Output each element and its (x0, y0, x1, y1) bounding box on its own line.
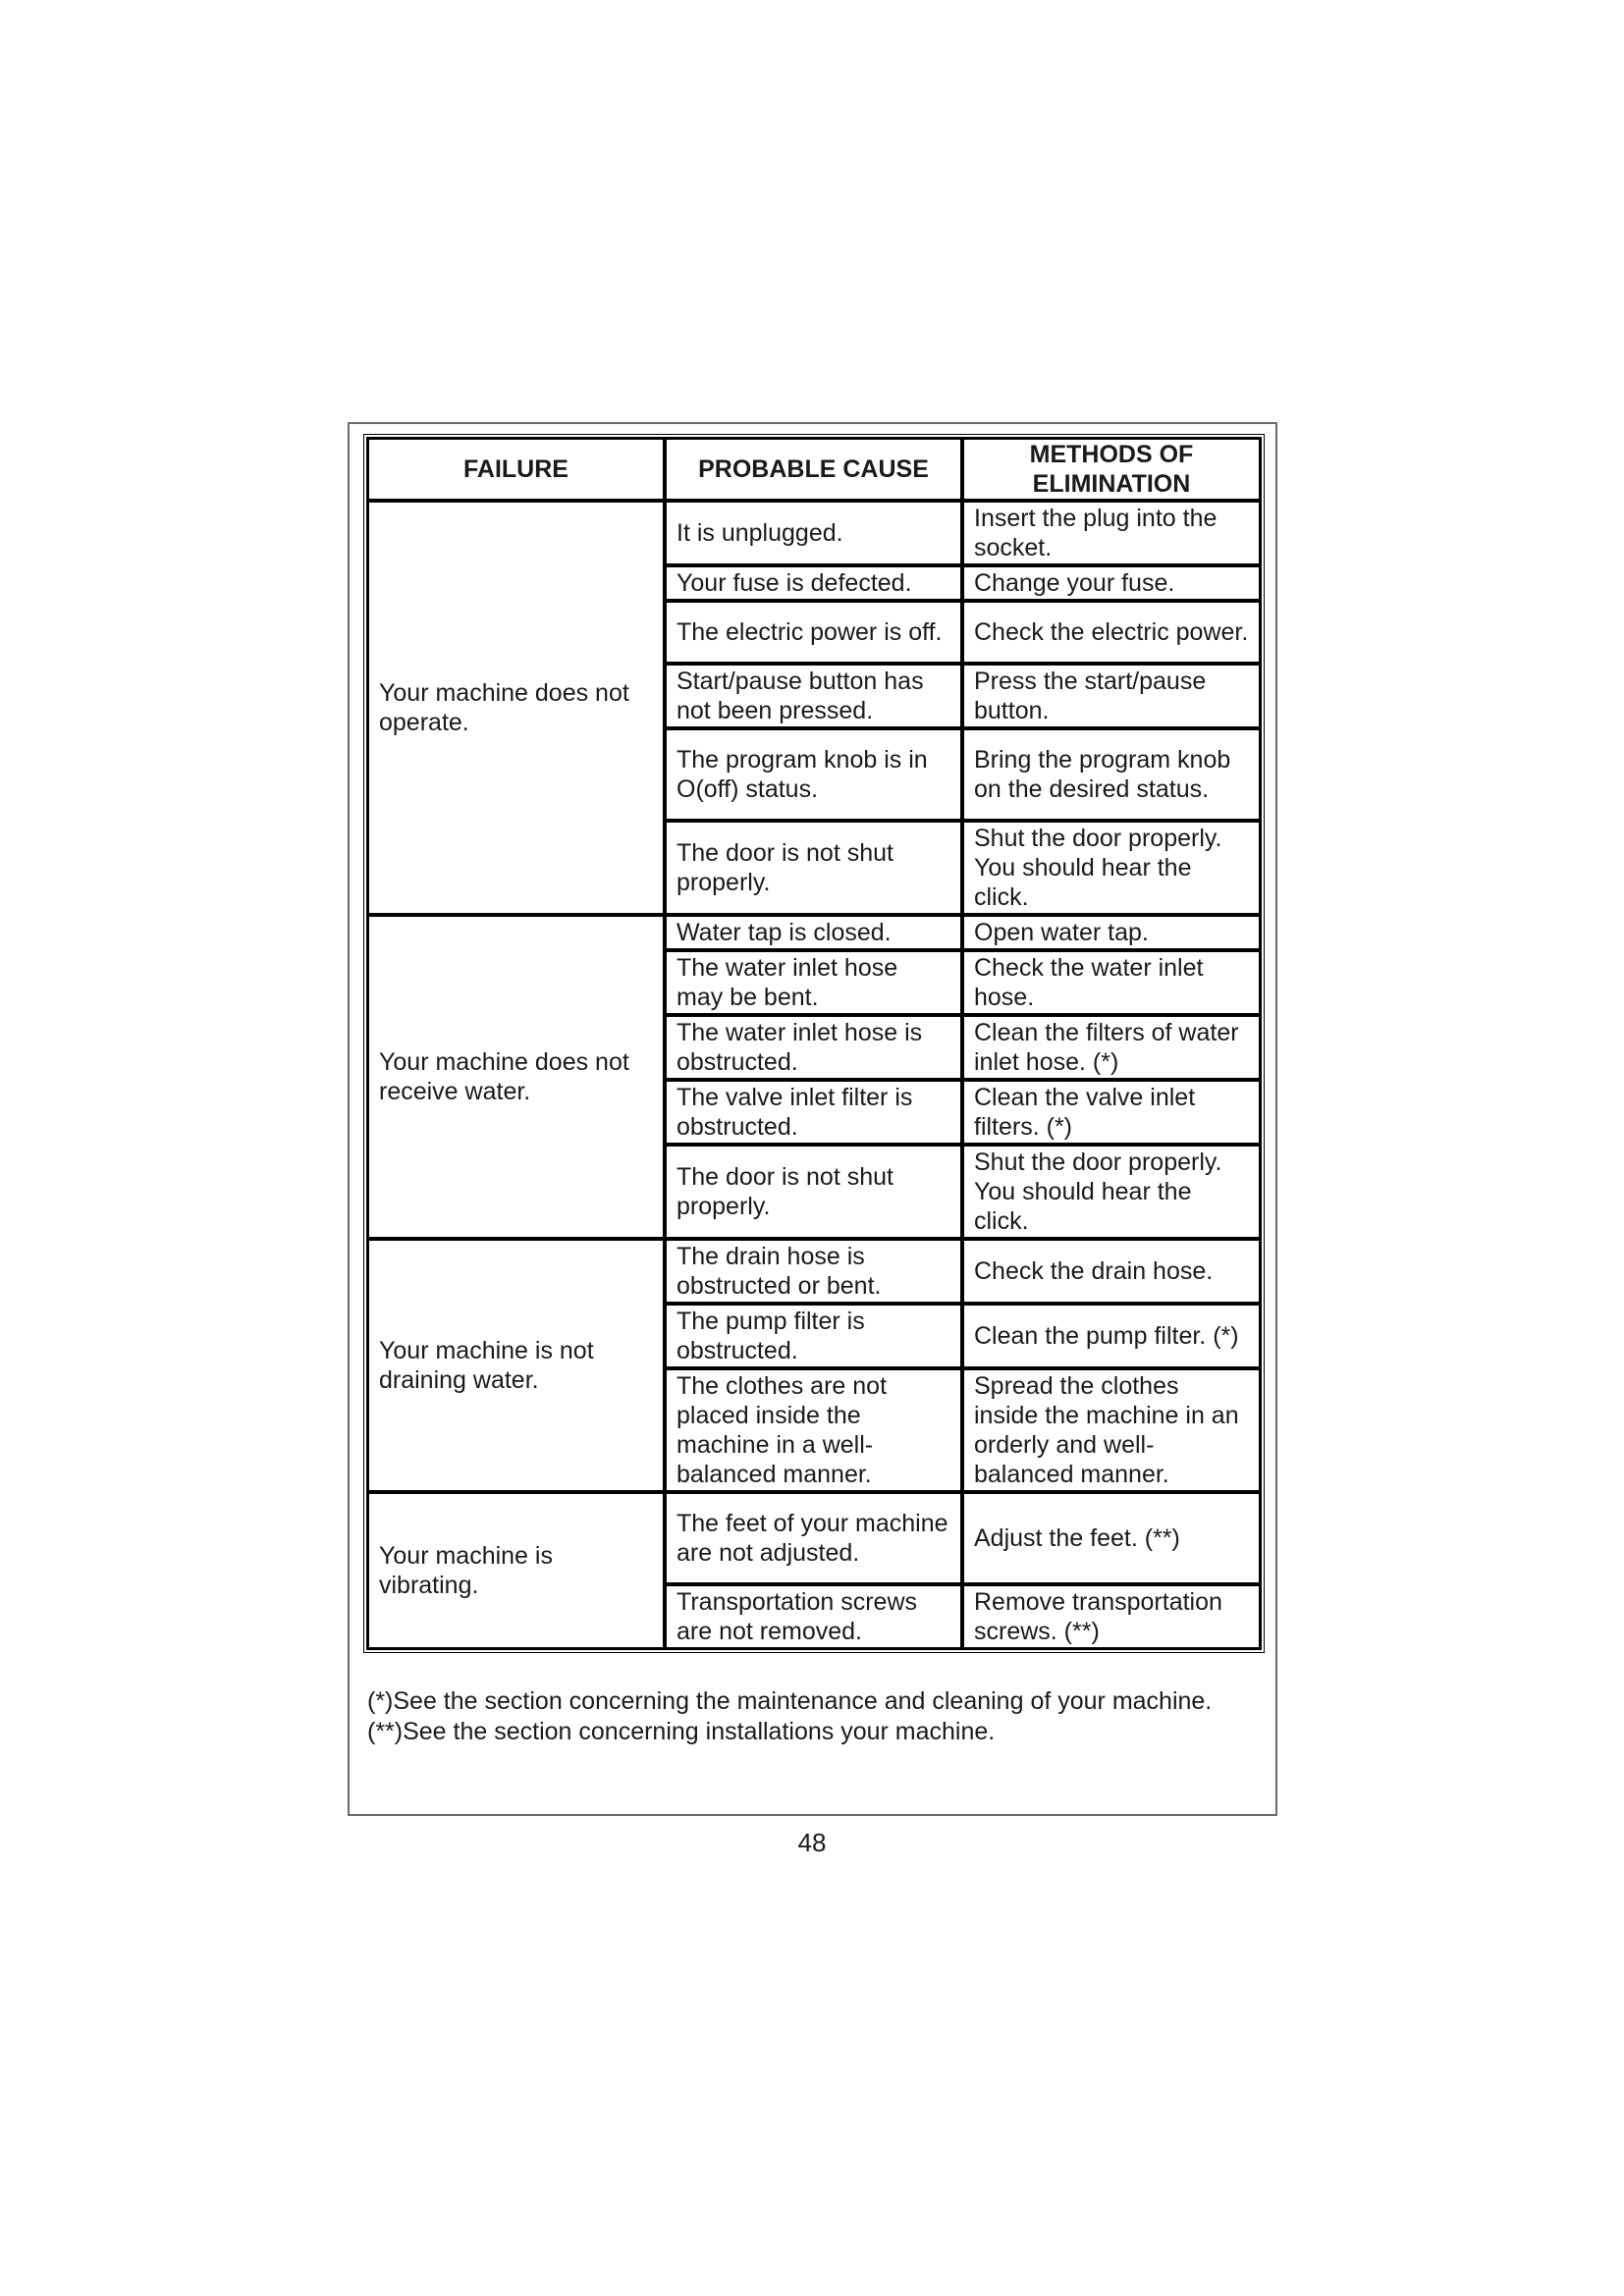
method-cell: Clean the valve inlet filters. (*) (962, 1080, 1261, 1145)
method-cell: Shut the door properly. You should hear the click. (962, 821, 1261, 915)
method-cell: Insert the plug into the socket. (962, 501, 1261, 565)
cause-cell: Transportation screws are not removed. (665, 1584, 962, 1649)
method-cell: Check the water inlet hose. (962, 950, 1261, 1015)
cause-cell: Start/pause button has not been pressed. (665, 664, 962, 728)
header-methods-of-elimination: METHODS OF ELIMINATION (962, 438, 1261, 501)
cause-cell: It is unplugged. (665, 501, 962, 565)
method-cell: Press the start/pause button. (962, 664, 1261, 728)
failure-cell: Your machine does not receive water. (367, 915, 665, 1239)
cause-cell: The clothes are not placed inside the machine in a well-balanced manner. (665, 1368, 962, 1492)
method-cell: Clean the filters of water inlet hose. (*) (962, 1015, 1261, 1080)
method-cell: Adjust the feet. (**) (962, 1492, 1261, 1584)
cause-cell: The door is not shut properly. (665, 1145, 962, 1239)
cause-cell: The door is not shut properly. (665, 821, 962, 915)
header-probable-cause: PROBABLE CAUSE (665, 438, 962, 501)
table-row (367, 1239, 1261, 1304)
table-row (367, 501, 1261, 565)
cause-cell: The water inlet hose is obstructed. (665, 1015, 962, 1080)
cause-cell: Your fuse is defected. (665, 565, 962, 601)
method-cell: Remove transportation screws. (**) (962, 1584, 1261, 1649)
troubleshooting-table (363, 434, 1265, 1653)
failure-cell: Your machine is not draining water. (367, 1239, 665, 1492)
table-row (367, 1492, 1261, 1584)
page-number: 48 (797, 1828, 827, 1857)
cause-cell: The pump filter is obstructed. (665, 1304, 962, 1368)
failure-cell: Your machine is vibrating. (367, 1492, 665, 1649)
footnote-installation: (**)See the section concerning installations your machine. (367, 1718, 996, 1745)
cause-cell: The feet of your machine are not adjusted. (665, 1492, 962, 1584)
header-failure: FAILURE (367, 438, 665, 501)
table-header-row (367, 438, 1261, 501)
method-cell: Check the electric power. (962, 601, 1261, 664)
method-cell: Change your fuse. (962, 565, 1261, 601)
cause-cell: The electric power is off. (665, 601, 962, 664)
method-cell: Open water tap. (962, 915, 1261, 950)
failure-cell: Your machine does not operate. (367, 501, 665, 915)
footnotes (367, 1686, 1271, 1747)
footnote-maintenance: (*)See the section concerning the maintenance and cleaning of your machine. (367, 1687, 1213, 1715)
method-cell: Spread the clothes inside the machine in an orderly and well-balanced manner. (962, 1368, 1261, 1492)
cause-cell: The water inlet hose may be bent. (665, 950, 962, 1015)
method-cell: Clean the pump filter. (*) (962, 1304, 1261, 1368)
cause-cell: Water tap is closed. (665, 915, 962, 950)
method-cell: Bring the program knob on the desired status. (962, 728, 1261, 821)
cause-cell: The drain hose is obstructed or bent. (665, 1239, 962, 1304)
cause-cell: The program knob is in O(off) status. (665, 728, 962, 821)
method-cell: Shut the door properly. You should hear the click. (962, 1145, 1261, 1239)
table-row (367, 915, 1261, 950)
cause-cell: The valve inlet filter is obstructed. (665, 1080, 962, 1145)
method-cell: Check the drain hose. (962, 1239, 1261, 1304)
